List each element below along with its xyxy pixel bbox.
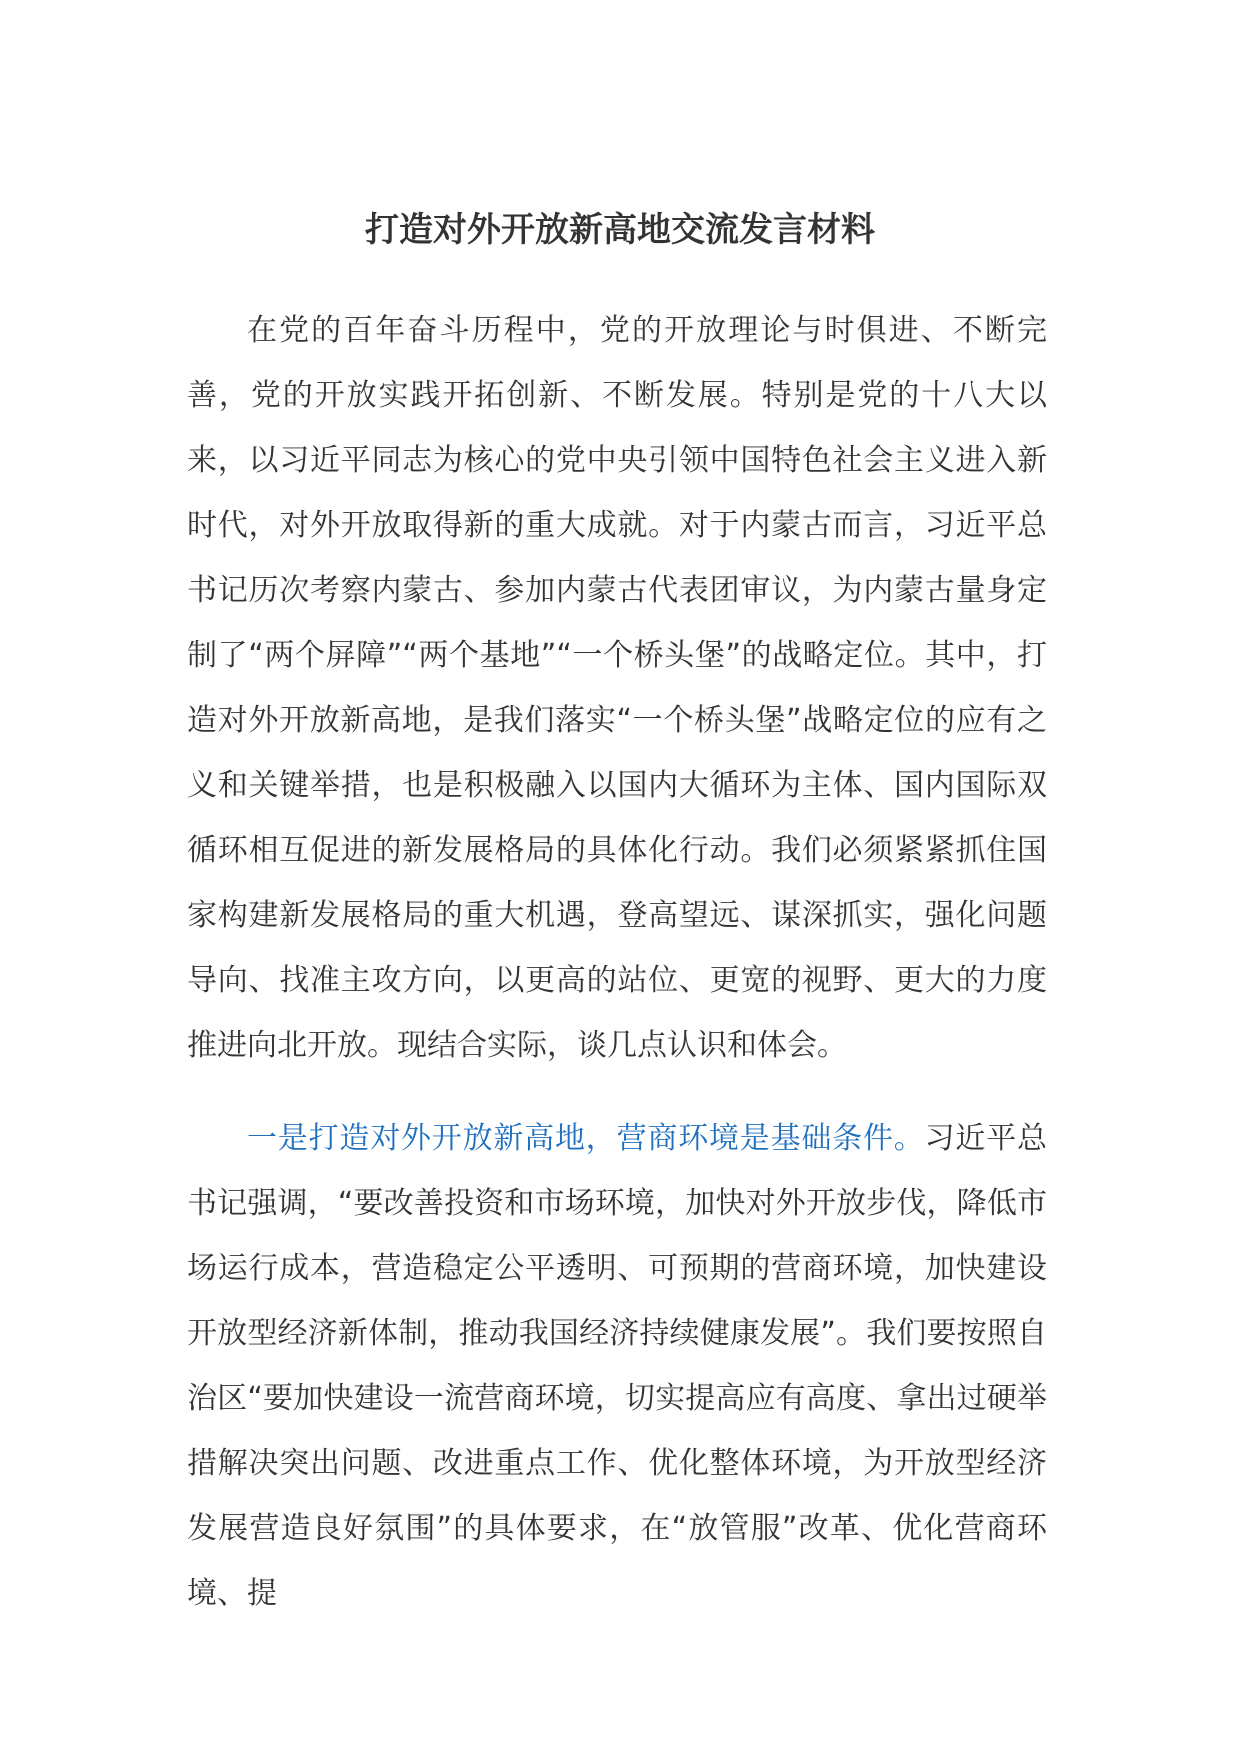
document-title: 打造对外开放新高地交流发言材料 — [365, 210, 875, 250]
body-paragraph-2 — [187, 1106, 1047, 1626]
body-paragraph-1: 在党的百年奋斗历程中，党的开放理论与时俱进、不断完善，党的开放实践开拓创新、不断发展。特别是党的十八大以来，以习近平同志为核心的党中央引领中国特色社会主义进入新时代，对外开放取得新的重大成就。对于内蒙古而言，习近平总书记历次考察内蒙古、参加内蒙古代表团审议，为内蒙古量身定制了“两个屏障”“两个基地”“一个桥头堡”的战略定位。其中，打造对外开放新高地，是我们落实“一个桥头堡”战略定位的应有之义和关键举措，也是积极融入以国内大循环为主体、国内国际双循环相互促进的新发展格局的具体化行动。我们必须紧紧抓住国家构建新发展格局的重大机遇，登高望远、谋深抓实，强化问题导向、找准主攻方向，以更高的站位、更宽的视野、更大的力度推进向北开放。现结合实际，谈几点认识和体会。 — [187, 313, 1047, 1063]
body-paragraph-2-text: 习近平总书记强调，“要改善投资和市场环境，加快对外开放步伐，降低市场运行成本，营造稳定公平透明、可预期的营商环境，加快建设开放型经济新体制，推动我国经济持续健康发展”。我们要按照自治区“要加快建设一流营商环境，切实提高应有高度、拿出过硬举措解决突出问题、改进重点工作、优化整体环境，为开放型经济发展营造良好氛围”的具体要求，在“放管服”改革、优化营商环境、提 — [187, 1121, 1048, 1611]
section-heading-highlight: 一是打造对外开放新高地，营商环境是基础条件。 — [247, 1121, 925, 1156]
